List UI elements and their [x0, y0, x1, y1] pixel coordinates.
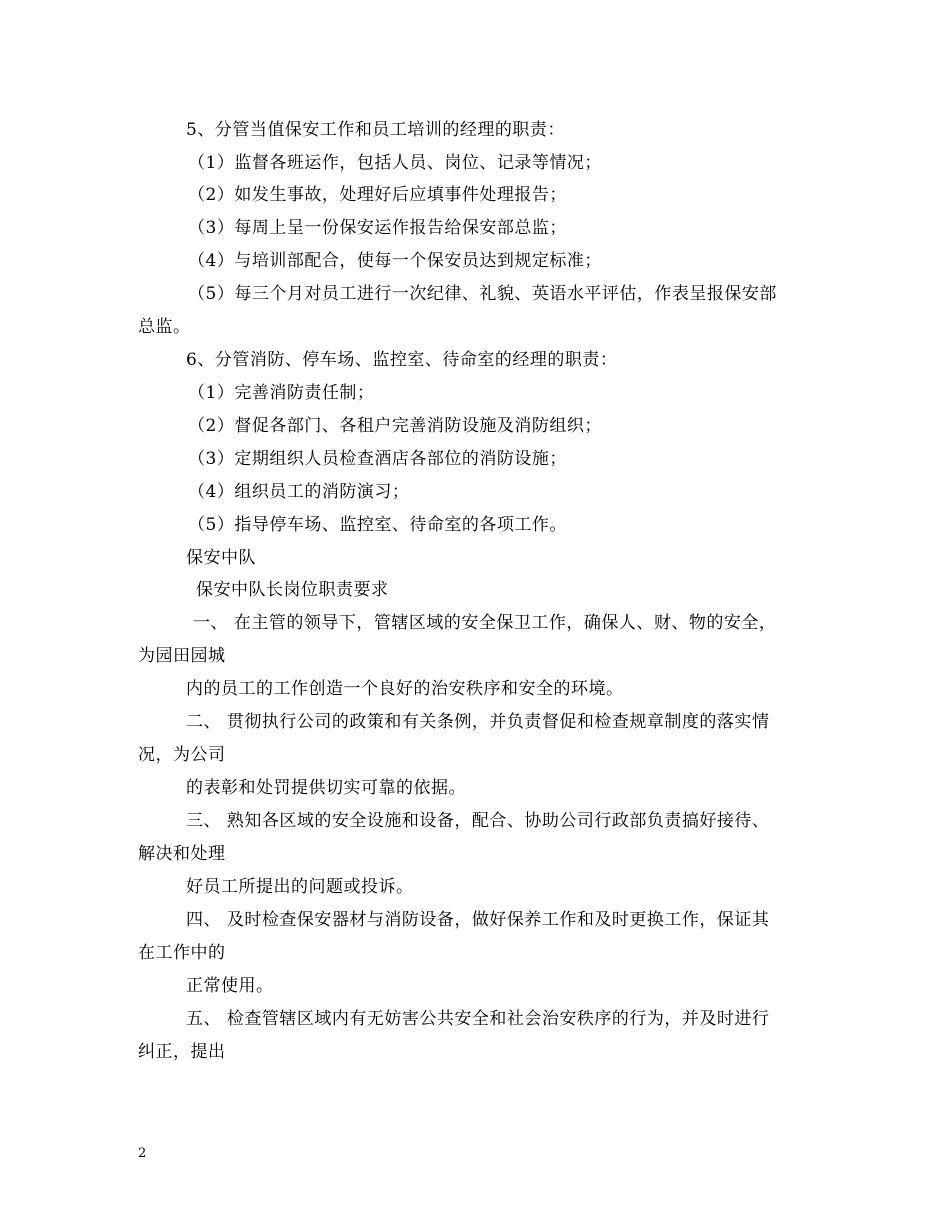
text-line: （1）监督各班运作，包括人员、岗位、记录等情况；	[188, 153, 602, 173]
page-number: 2	[138, 1146, 147, 1161]
text-line: （4）与培训部配合，使每一个保安员达到规定标准；	[188, 251, 602, 271]
text-line: 保安中队长岗位职责要求	[196, 580, 389, 600]
text-line: （1）完善消防责任制；	[188, 383, 375, 403]
text-line: 五、 检查管辖区域内有无妨害公共安全和社会治安秩序的行为，并及时进行	[186, 1009, 770, 1029]
text-line: （2）如发生事故，处理好后应填事件处理报告；	[188, 185, 567, 205]
text-line: （5）指导停车场、监控室、待命室的各项工作。	[188, 515, 567, 535]
text-line: 一、 在主管的领导下，管辖区域的安全保卫工作，确保人、财、物的安全，	[193, 613, 777, 633]
text-line: （4）组织员工的消防演习；	[188, 482, 410, 502]
text-line: 5、分管当值保安工作和员工培训的经理的职责：	[186, 120, 565, 140]
text-line: （2）督促各部门、各租户完善消防设施及消防组织；	[188, 416, 602, 436]
text-line: 四、 及时检查保安器材与消防设备，做好保养工作和及时更换工作，保证其	[186, 910, 770, 930]
text-line: 总监。	[138, 317, 191, 337]
text-line: 保安中队	[186, 548, 256, 568]
text-line: 内的员工的工作创造一个良好的治安秩序和安全的环境。	[186, 679, 624, 699]
text-line: 二、 贯彻执行公司的政策和有关条例，并负责督促和检查规章制度的落实情	[186, 712, 770, 732]
text-line: 在工作中的	[138, 943, 226, 963]
text-line: （3）每周上呈一份保安运作报告给保安部总监；	[188, 218, 567, 238]
text-line: 三、 熟知各区域的安全设施和设备，配合、协助公司行政部负责搞好接待、	[186, 811, 770, 831]
text-line: 好员工所提出的问题或投诉。	[186, 877, 414, 897]
text-line: （3）定期组织人员检查酒店各部位的消防设施；	[188, 449, 567, 469]
text-line: （5）每三个月对员工进行一次纪律、礼貌、英语水平评估，作表呈报保安部	[188, 284, 777, 304]
text-line: 为园田园城	[138, 646, 226, 666]
text-line: 的表彰和处罚提供切实可靠的依据。	[186, 778, 466, 798]
text-line: 6、分管消防、停车场、监控室、待命室的经理的职责：	[186, 350, 618, 370]
text-line: 纠正，提出	[138, 1042, 226, 1062]
text-line: 解决和处理	[138, 844, 226, 864]
text-line: 况，为公司	[138, 745, 226, 765]
text-line: 正常使用。	[186, 976, 274, 996]
